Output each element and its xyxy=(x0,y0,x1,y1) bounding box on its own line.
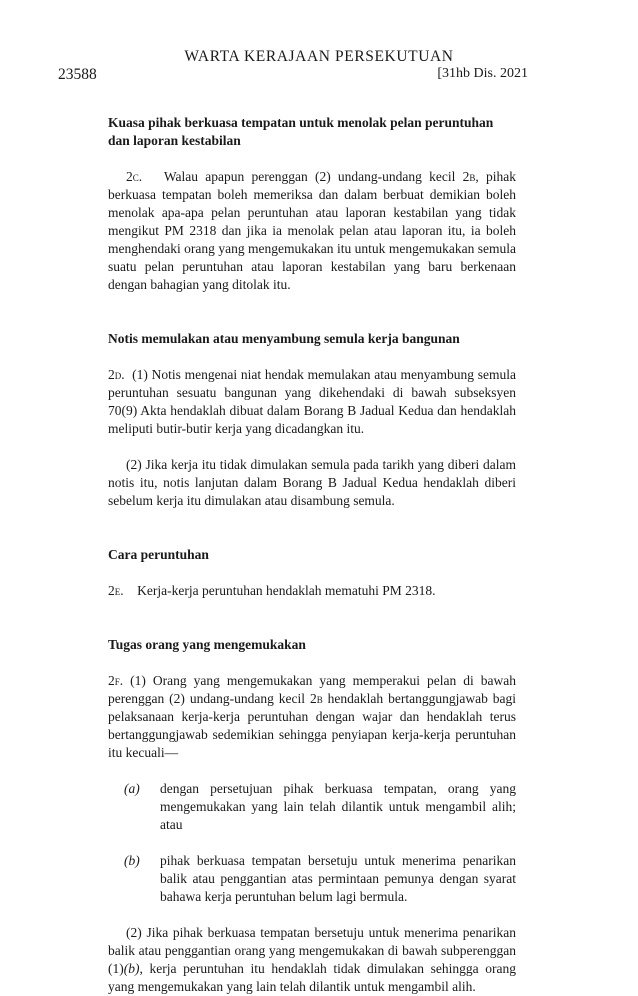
section-2e-paragraph xyxy=(108,582,516,600)
section-2c-ref: 2b xyxy=(462,169,476,184)
section-2f-ref: 2b xyxy=(309,691,323,706)
running-title: WARTA KERAJAAN PERSEKUTUAN xyxy=(184,48,454,65)
section-2d-heading: Notis memulakan atau menyambung semula kerja bangunan xyxy=(108,331,460,346)
section-2c-text-a: Walau apapun perenggan (2) undang-undang kecil xyxy=(163,169,463,184)
section-2c-paragraph xyxy=(108,168,516,294)
page-number: 23588 xyxy=(58,66,97,83)
section-2e-number: 2e. xyxy=(108,583,124,598)
list-item-a-label: (a) xyxy=(124,781,140,796)
section-2d-paragraph-2: (2) Jika kerja itu tidak dimulakan semula pada tarikh yang diberi dalam notis itu, notis lanjutan dalam Borang B Jadual Kedua hendaklah diberi sebelum kerja itu dimulakan atau disambung semula. xyxy=(108,457,516,508)
section-2f-text-2a: (2) Jika pihak berkuasa tempatan bersetuju untuk menerima penarikan balik atau penggantian orang yang mengemukakan di bawah subperenggan (1) xyxy=(108,925,516,976)
section-2e-heading: Cara peruntuhan xyxy=(108,547,209,562)
section-2d-paragraph-1 xyxy=(108,366,516,438)
section-2d-text-1: (1) Notis mengenai niat hendak memulakan atau menyambung semula peruntuhan sesuatu bangunan yang dikehendaki di bawah subseksyen 70(9) Akta hendaklah dibuat dalam Borang B Jadual Kedua dan hendaklah meliputi butir-butir kerja yang dicadangkan itu. xyxy=(108,367,516,436)
section-2f-paragraph-2 xyxy=(108,924,516,996)
section-2f-text-1a: (1) Orang yang mengemukakan yang memperakui pelan di bawah perenggan (2) undang-undang kecil xyxy=(108,673,517,706)
section-2f-paragraph-1 xyxy=(108,672,516,762)
document-body xyxy=(108,114,516,996)
section-2f-heading: Tugas orang yang mengemukakan xyxy=(108,637,306,652)
list-item-a-text: dengan persetujuan pihak berkuasa tempatan, orang yang mengemukakan yang lain telah dilantik untuk mengambil alih; atau xyxy=(160,781,516,832)
section-2c-heading: Kuasa pihak berkuasa tempatan untuk menolak pelan peruntuhan dan laporan kestabilan xyxy=(108,115,494,148)
list-item-b-label: (b) xyxy=(124,853,140,868)
list-item-b-text: pihak berkuasa tempatan bersetuju untuk menerima penarikan balik atau penggantian atas permintaan pemunya dengan syarat bahawa kerja peruntuhan belum lagi bermula. xyxy=(160,853,516,904)
section-2f-number: 2f. xyxy=(108,673,124,688)
section-2f-text-2b: , kerja peruntuhan itu hendaklah tidak dimulakan sehingga orang yang mengemukakan yang lain telah dilantik untuk mengambil alih. xyxy=(108,961,516,994)
issue-date: [31hb Dis. 2021 xyxy=(437,66,528,81)
section-2e-text: Kerja-kerja peruntuhan hendaklah mematuhi PM 2318. xyxy=(137,583,436,598)
section-2d-number: 2d. xyxy=(108,367,125,382)
section-2f-text-2-ref: (b) xyxy=(123,961,140,976)
section-2f-text-1b: hendaklah bertanggungjawab bagi pelaksanaan kerja-kerja peruntuhan dengan wajar dan hendaklah terus bertanggungjawab sedemikian sehingga penyiapan kerja-kerja peruntuhan itu kecuali— xyxy=(108,691,517,760)
list-item-b xyxy=(108,852,516,906)
section-2c-number: 2c. xyxy=(126,169,143,184)
section-2c-text-b: , pihak berkuasa tempatan boleh memeriksa dan dalam berbuat demikian boleh menolak apa-apa pelan peruntuhan atau laporan kestabilan yang tidak mengikut PM 2318 dan jika ia menolak pelan atau laporan itu, ia boleh menghendaki orang yang mengemukakan itu untuk mengemukakan semula suatu pelan peruntuhan atau laporan kestabilan yang baru berkenaan dengan bahagian yang ditolak itu. xyxy=(108,169,517,292)
list-item-a xyxy=(108,780,516,834)
